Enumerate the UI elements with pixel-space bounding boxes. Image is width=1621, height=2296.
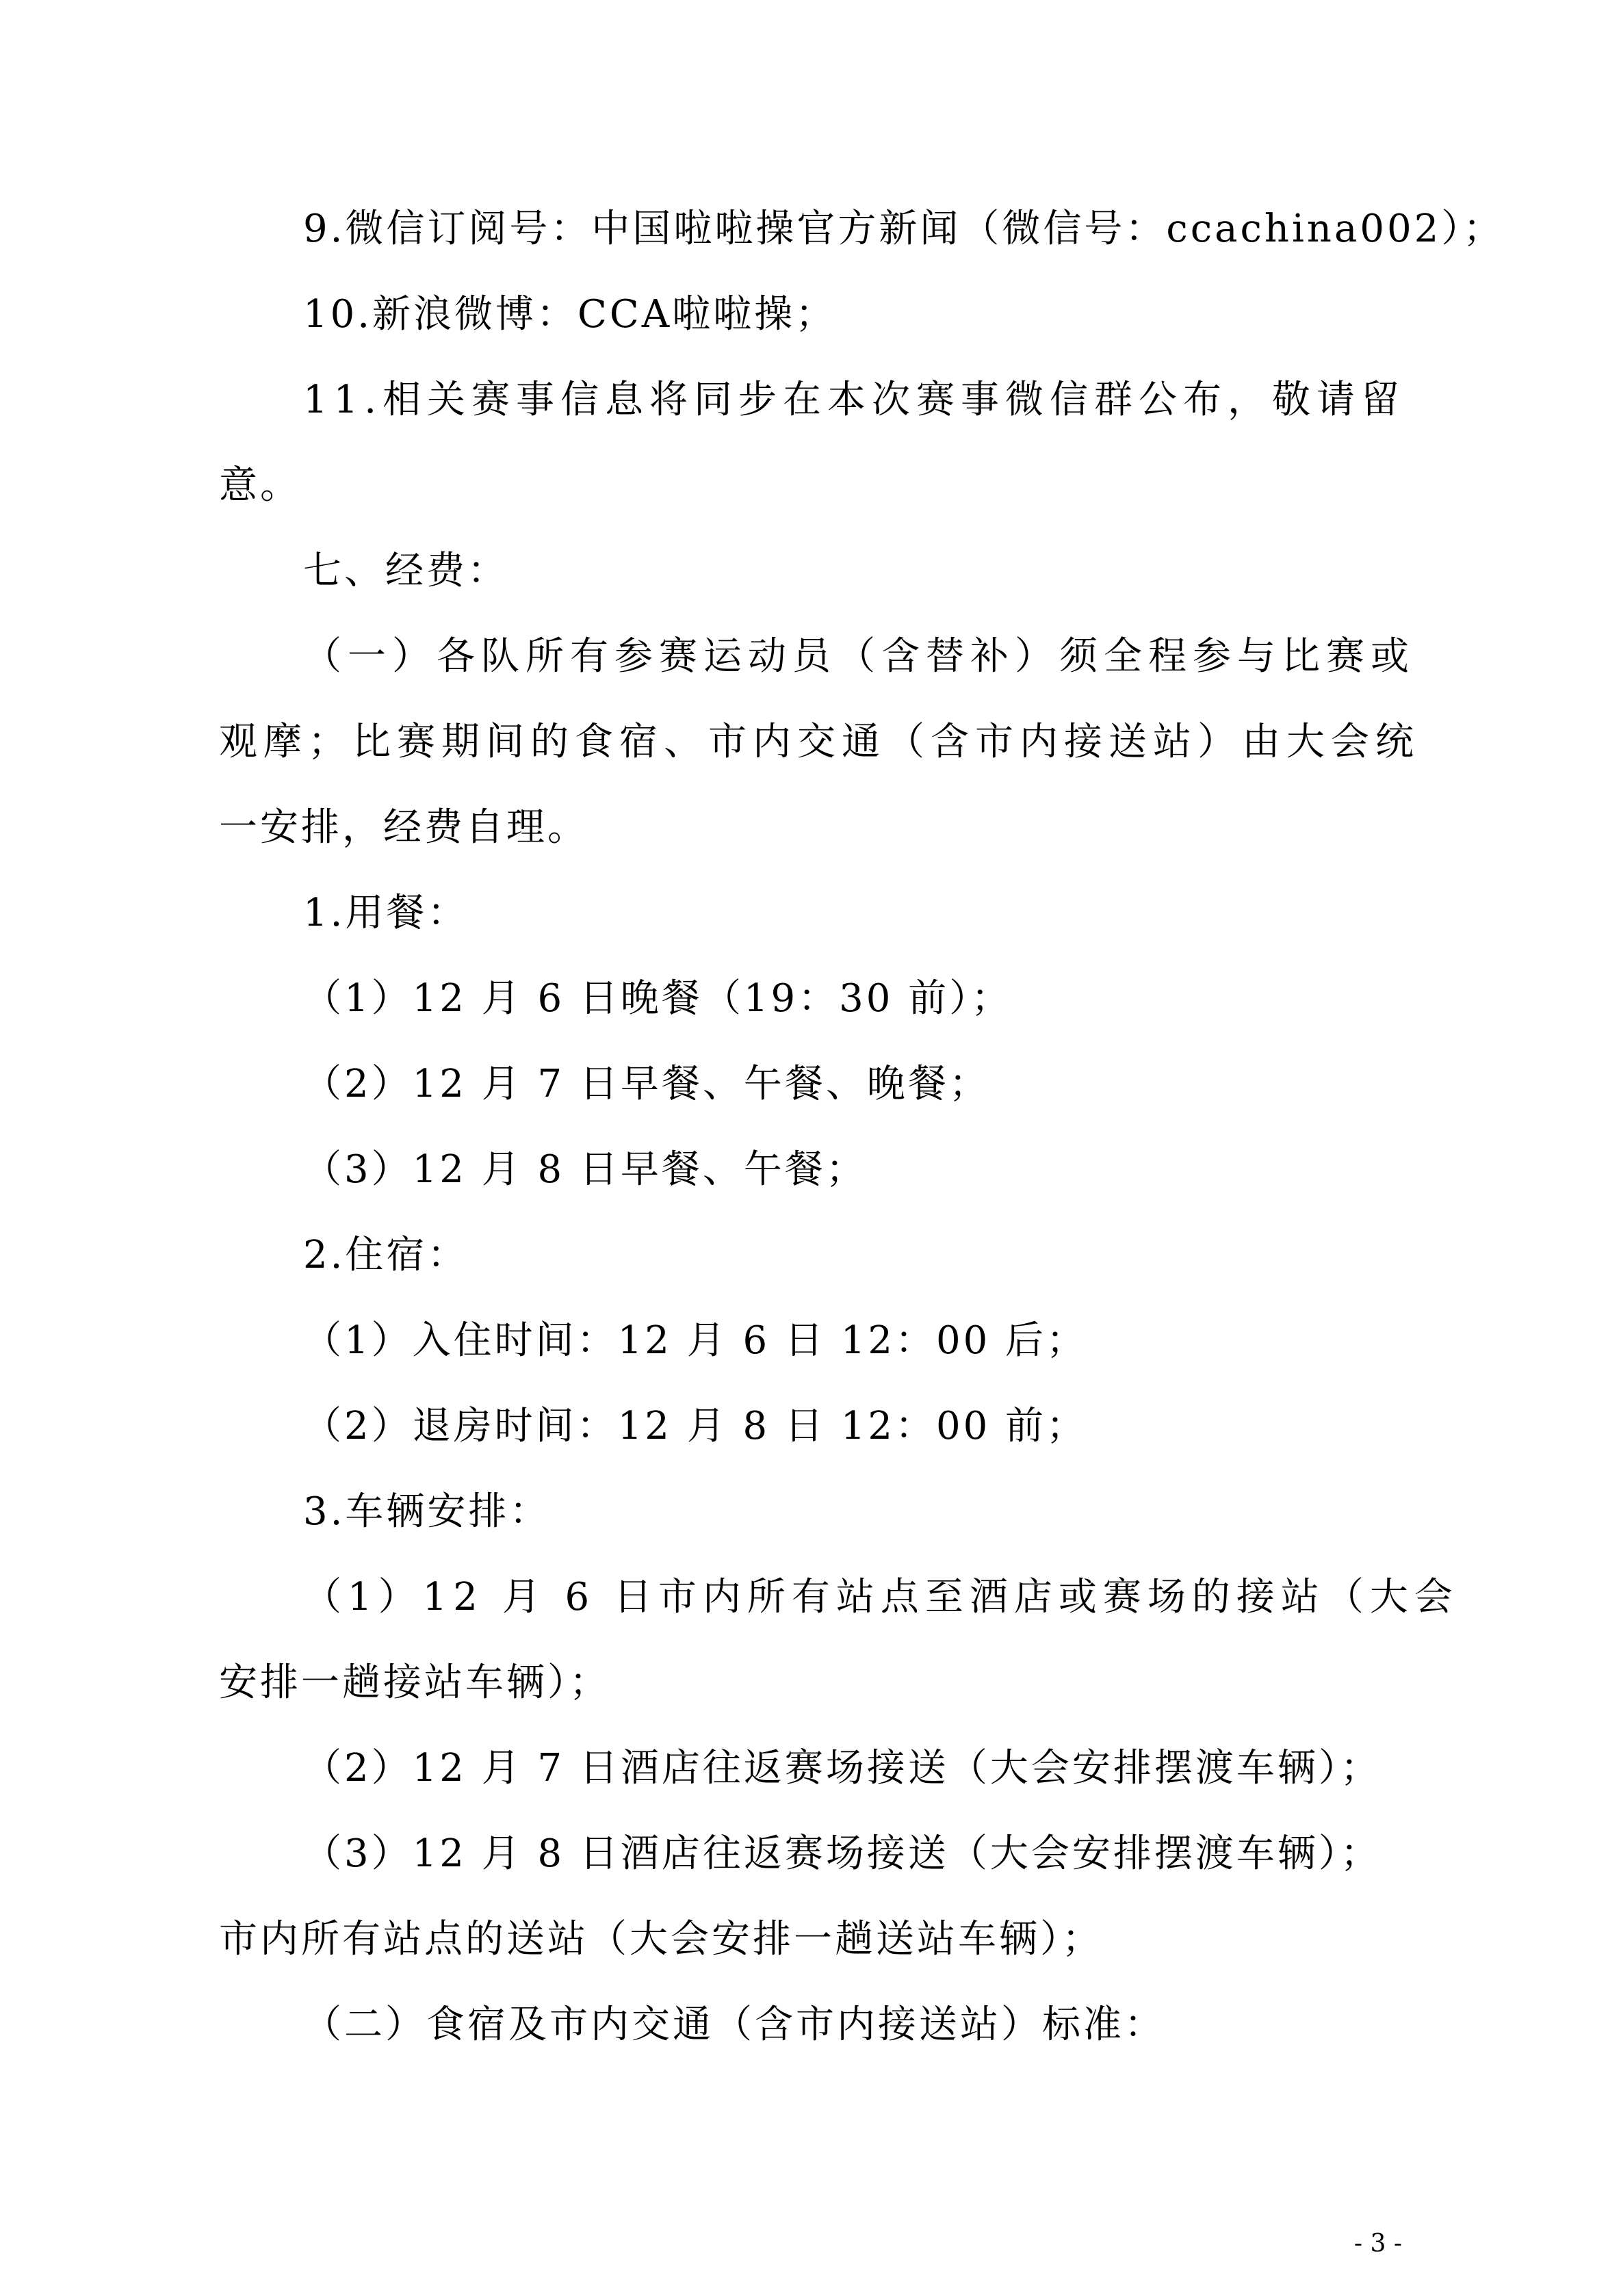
paragraph-line-weibo: 10.新浪微博：CCA啦啦操；: [303, 292, 837, 337]
subheading-vehicles: 3.车辆安排：: [303, 1489, 551, 1534]
list-item-vehicle-1-cont: 安排一趟接站车辆）；: [219, 1660, 610, 1705]
list-item-checkin: （1）入住时间：12 月 6 日 12：00 后；: [303, 1318, 1088, 1363]
list-item-checkout: （2）退房时间：12 月 8 日 12：00 前；: [303, 1404, 1088, 1448]
paragraph-line-expenses-2: 观摩；比赛期间的食宿、市内交通（含市内接送站）由大会统: [219, 720, 1420, 764]
list-item-meal-3: （3）12 月 8 日早餐、午餐；: [303, 1147, 867, 1192]
list-item-vehicle-2: （2）12 月 7 日酒店往返赛场接送（大会安排摆渡车辆）；: [303, 1746, 1382, 1790]
paragraph-line-event-info-cont: 意。: [219, 463, 301, 508]
list-item-vehicle-3-cont: 市内所有站点的送站（大会安排一趟送站车辆）；: [219, 1917, 1103, 1961]
section-heading-expenses: 七、经费：: [303, 549, 508, 593]
paragraph-line-event-info: 11.相关赛事信息将同步在本次赛事微信群公布，敬请留: [303, 378, 1406, 422]
subheading-lodging: 2.住宿：: [303, 1233, 469, 1277]
list-item-vehicle-1: （1）12 月 6 日市内所有站点至酒店或赛场的接站（大会: [303, 1575, 1459, 1619]
paragraph-line-wechat-account: 9.微信订阅号：中国啦啦操官方新闻（微信号：ccachina002）；: [303, 207, 1505, 251]
subheading-standards: （二）食宿及市内交通（含市内接送站）标准：: [303, 2003, 1165, 2047]
list-item-meal-2: （2）12 月 7 日早餐、午餐、晚餐；: [303, 1062, 990, 1106]
page-number: - 3 -: [1353, 2230, 1402, 2258]
list-item-vehicle-3: （3）12 月 8 日酒店往返赛场接送（大会安排摆渡车辆）；: [303, 1831, 1382, 1876]
list-item-meal-1: （1）12 月 6 日晚餐（19：30 前）；: [303, 976, 1013, 1021]
paragraph-line-expenses-1: （一）各队所有参赛运动员（含替补）须全程参与比赛或: [303, 634, 1415, 679]
paragraph-line-expenses-3: 一安排，经费自理。: [219, 805, 588, 850]
subheading-meals: 1.用餐：: [303, 891, 469, 935]
